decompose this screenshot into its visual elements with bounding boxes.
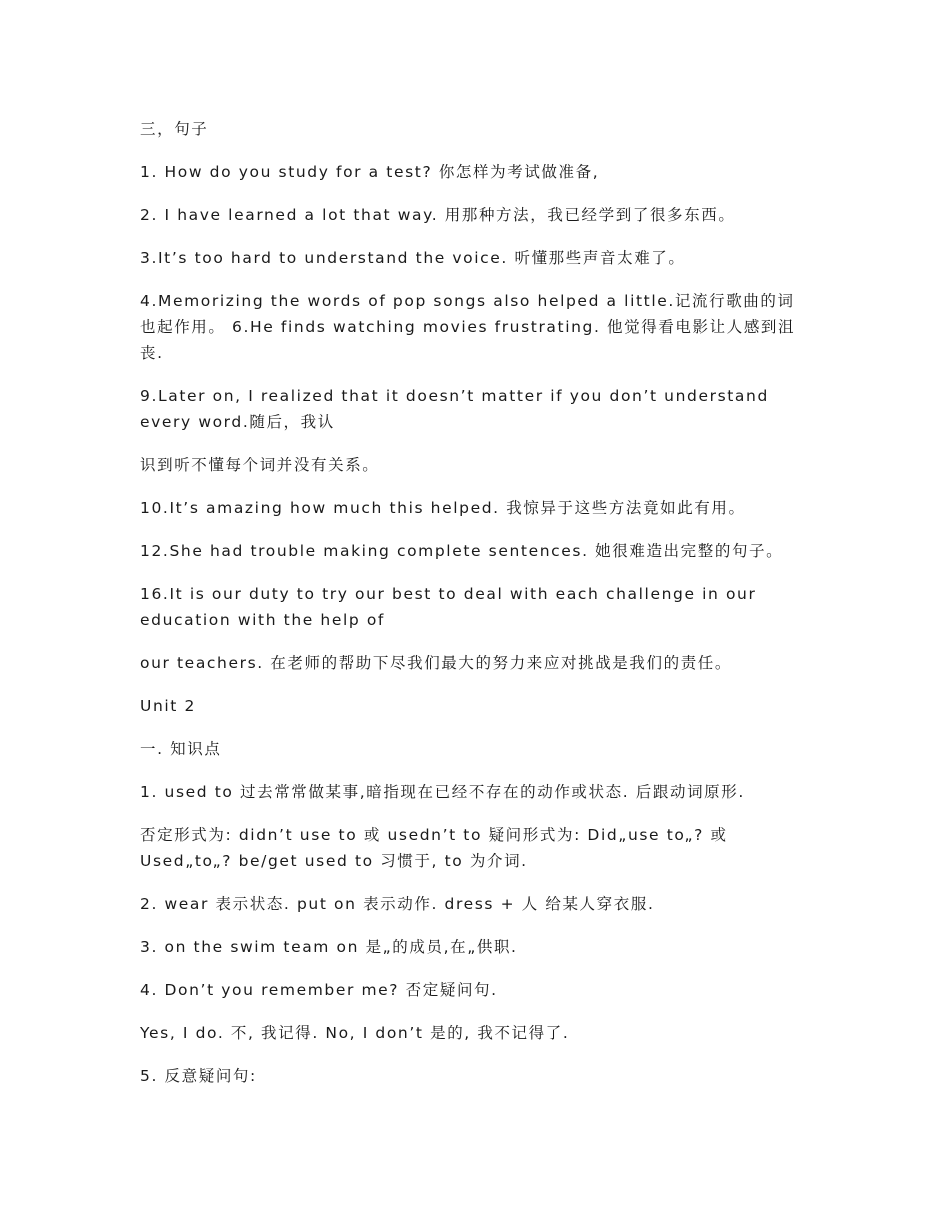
text-line: Used„to„? be/get used to 习惯于, to 为介词. <box>140 852 528 870</box>
sentence-3 <box>140 245 810 271</box>
text-line: 识到听不懂每个词并没有关系。 <box>140 456 380 474</box>
sentence-1 <box>140 159 810 185</box>
sentence-16-continued <box>140 650 810 676</box>
text-line: 否定形式为: didn’t use to 或 usedn’t to 疑问形式为: Did„use to„? 或 <box>140 826 728 844</box>
text-line: 9.Later on, I realized that it doesn’t matter if you don’t understand <box>140 387 769 405</box>
sentence-9 <box>140 383 810 435</box>
sentence-12 <box>140 538 810 564</box>
sentence-16 <box>140 581 810 633</box>
text-line: 10.It’s amazing how much this helped. 我惊异于这些方法竟如此有用。 <box>140 499 746 517</box>
text-line: 也起作用。 6.He finds watching movies frustrating. 他觉得看电影让人感到沮 <box>140 318 796 336</box>
text-line: education with the help of <box>140 611 385 629</box>
point-3 <box>140 934 810 960</box>
text-line: 5. 反意疑问句: <box>140 1067 257 1085</box>
text-line: 一. 知识点 <box>140 740 222 758</box>
text-line: 三，句子 <box>140 120 209 138</box>
text-line: 丧. <box>140 344 164 362</box>
text-line: 12.She had trouble making complete sentences. 她很难造出完整的句子。 <box>140 542 784 560</box>
text-line: every word.随后，我认 <box>140 413 335 431</box>
sentence-4-6 <box>140 288 810 366</box>
point-4 <box>140 977 810 1003</box>
text-line: our teachers. 在老师的帮助下尽我们最大的努力来应对挑战是我们的责任。 <box>140 654 733 672</box>
sentence-2 <box>140 202 810 228</box>
text-line: 4. Don’t you remember me? 否定疑问句. <box>140 981 498 999</box>
sentence-9-continued <box>140 452 810 478</box>
point-1 <box>140 779 810 805</box>
document-body <box>140 116 810 1106</box>
point-1-negative-form <box>140 822 810 874</box>
point-5 <box>140 1063 810 1089</box>
point-2 <box>140 891 810 917</box>
text-line: 16.It is our duty to try our best to deal with each challenge in our <box>140 585 757 603</box>
section-heading-sentences <box>140 116 810 142</box>
text-line: Unit 2 <box>140 697 196 715</box>
text-line: 1. How do you study for a test? 你怎样为考试做准备, <box>140 163 600 181</box>
section-heading-knowledge <box>140 736 810 762</box>
text-line: 3.It’s too hard to understand the voice. 听懂那些声音太难了。 <box>140 249 686 267</box>
text-line: Yes, I do. 不, 我记得. No, I don’t 是的, 我不记得了. <box>140 1024 570 1042</box>
text-line: 4.Memorizing the words of pop songs also helped a little.记流行歌曲的词 <box>140 292 795 310</box>
text-line: 2. wear 表示状态. put on 表示动作. dress + 人 给某人穿衣服. <box>140 895 655 913</box>
text-line: 2. I have learned a lot that way. 用那种方法，我已经学到了很多东西。 <box>140 206 736 224</box>
text-line: 3. on the swim team on 是„的成员,在„供职. <box>140 938 518 956</box>
point-4-answers <box>140 1020 810 1046</box>
text-line: 1. used to 过去常常做某事,暗指现在已经不存在的动作或状态. 后跟动词原形. <box>140 783 745 801</box>
unit-heading <box>140 693 810 719</box>
sentence-10 <box>140 495 810 521</box>
